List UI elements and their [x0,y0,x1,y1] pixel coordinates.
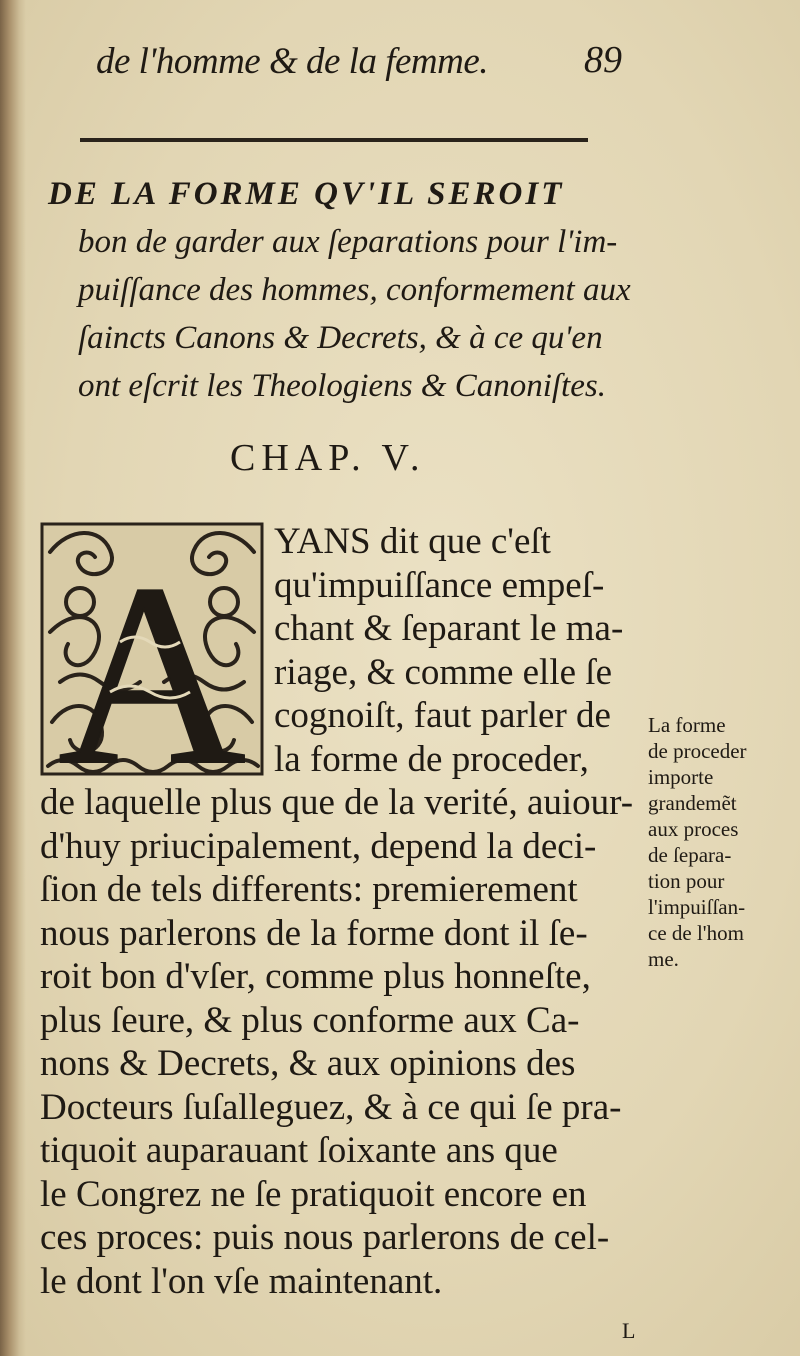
body-line: tiquoit auparauant ſoixante ans que [40,1130,558,1171]
margin-note-line: importe [648,765,714,789]
margin-note [648,712,788,972]
body-line: plus ſeure, & plus conforme aux Ca- [40,999,580,1041]
margin-note-line: l'impuiſſan- [648,895,746,919]
header-rule [80,138,588,142]
section-heading-line: bon de garder aux ſeparations pour l'im- [78,224,618,260]
body-line: la forme de proceder, [274,738,589,780]
margin-note-line: de ſepara- [648,843,732,867]
chapter-label: CHAP. V. [230,437,426,479]
page-gutter-shadow [0,0,26,1356]
margin-note-line: grandemẽt [648,791,737,815]
running-head-title: de l'homme & de la femme. [96,41,489,82]
body-paragraph [40,520,638,1303]
margin-note-line: tion pour [648,869,725,893]
body-line: Docteurs ſuſalleguez, & à ce qui ſe pra- [40,1086,622,1128]
body-line: d'huy priucipalement, depend la deci- [40,825,597,867]
section-heading-line: ont eſcrit les Theologiens & Canoniſtes. [78,368,606,404]
body-line: le dont l'on vſe maintenant. [40,1260,443,1302]
body-line: riage, & comme elle ſe [274,651,612,693]
body-line: cognoiſt, faut parler de [274,695,611,736]
body-line: de laquelle plus que de la verité, auiour- [40,782,634,823]
catchword: L [622,1318,636,1343]
margin-note-line: ce de l'hom [648,921,744,945]
body-line: qu'impuiſſance empeſ- [274,564,605,606]
body-line: le Congrez ne ſe pratiquoit encore en [40,1173,587,1215]
body-line: chant & ſeparant le ma- [274,608,624,649]
margin-note-line: me. [648,947,679,971]
margin-note-line: de proceder [648,739,747,763]
body-line: YANS dit que c'eſt [274,521,551,562]
section-heading [48,170,648,410]
body-line: ſion de tels differents: premierement [40,869,578,910]
page-number: 89 [584,39,622,81]
initial-letter-glyph: A [58,531,246,776]
section-heading-line: ſaincts Canons & Decrets, & à ce qu'en [78,320,603,356]
body-line: roit bon d'vſer, comme plus honneſte, [40,956,591,997]
section-heading-line: puiſſance des hommes, conformement aux [78,272,631,308]
margin-note-line: La forme [648,713,726,737]
body-line: ces proces: puis nous parlerons de cel- [40,1217,610,1258]
margin-note-line: aux proces [648,817,739,841]
body-line: nous parlerons de la forme dont il ſe- [40,912,588,954]
body-line: nons & Decrets, & aux opinions des [40,1043,576,1084]
section-heading-first-line: DE LA FORME QV'IL SEROIT [48,176,565,212]
running-head [96,39,622,90]
